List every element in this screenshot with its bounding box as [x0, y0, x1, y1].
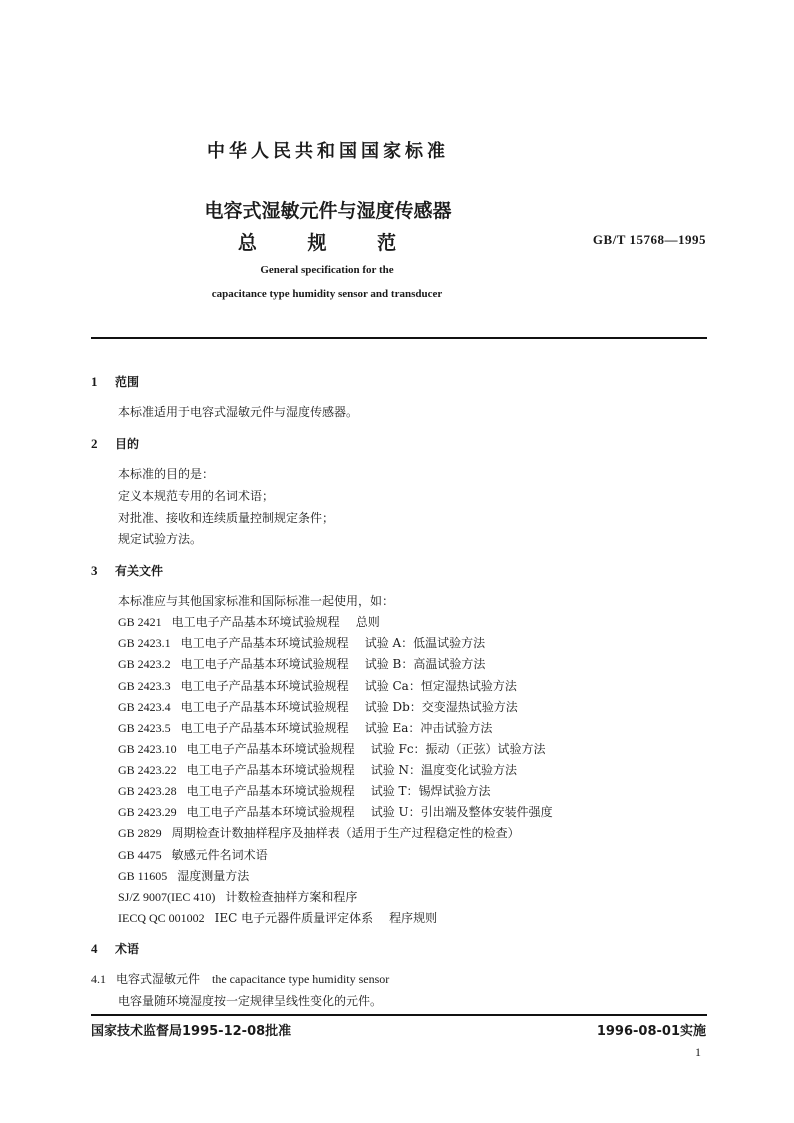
- term-english: the capacitance type humidity sensor: [212, 972, 390, 986]
- reference-code: GB 2423.22: [118, 763, 177, 777]
- section-2-line: 定义本规范专用的名词术语；: [118, 489, 275, 503]
- reference-item: [118, 803, 553, 820]
- reference-code: GB 11605: [118, 869, 168, 883]
- document-title: 电容式湿敏元件与湿度传感器: [204, 200, 452, 222]
- reference-item: [118, 677, 517, 694]
- reference-test: 试验 N：温度变化试验方法: [370, 763, 518, 777]
- reference-title: 电工电子产品基本环境试验规程: [180, 700, 349, 714]
- reference-item: [118, 867, 265, 884]
- reference-item: [118, 888, 373, 905]
- section-2-line: 对批准、接收和连续质量控制规定条件；: [118, 511, 335, 525]
- reference-code: GB 4475: [118, 848, 162, 862]
- reference-code: GB 2423.4: [118, 700, 171, 714]
- reference-test: 试验 Ca：恒定湿热试验方法: [364, 679, 517, 693]
- term-entry: [91, 970, 389, 987]
- reference-code: GB 2423.1: [118, 636, 171, 650]
- reference-title: 湿度测量方法: [177, 869, 250, 883]
- reference-code: GB 2829: [118, 826, 162, 840]
- section-number: 3: [91, 563, 98, 578]
- reference-title: 电工电子产品基本环境试验规程: [180, 636, 349, 650]
- reference-title: 电工电子产品基本环境试验规程: [171, 615, 340, 629]
- english-title-line-2: capacitance type humidity sensor and transducer: [211, 288, 443, 300]
- reference-test: 程序规则: [389, 911, 438, 925]
- reference-item: [118, 782, 491, 799]
- reference-item: [118, 719, 492, 736]
- reference-item: [118, 761, 517, 778]
- reference-title: 电工电子产品基本环境试验规程: [186, 742, 355, 756]
- section-title: 术语: [115, 942, 140, 956]
- reference-code: GB 2423.28: [118, 784, 177, 798]
- section-3-intro: 本标准应与其他国家标准和国际标准一起使用，如：: [118, 594, 395, 608]
- standard-code: GB/T 15768—1995: [592, 232, 706, 247]
- reference-item: [118, 698, 518, 715]
- header-divider: [91, 337, 707, 339]
- reference-code: SJ/Z 9007(IEC 410): [118, 890, 216, 904]
- reference-code: GB 2423.29: [118, 805, 177, 819]
- section-2-line: 规定试验方法。: [118, 532, 203, 546]
- reference-test: 试验 B：高温试验方法: [364, 657, 486, 671]
- reference-item: [118, 846, 284, 863]
- section-2-heading: [91, 435, 139, 452]
- reference-code: GB 2423.5: [118, 721, 171, 735]
- section-number: 2: [91, 436, 98, 451]
- standard-organization: 中华人民共和国国家标准: [207, 141, 449, 162]
- reference-test: 试验 Db：交变湿热试验方法: [364, 700, 518, 714]
- reference-title: 电工电子产品基本环境试验规程: [186, 763, 355, 777]
- reference-title: 敏感元件名词术语: [171, 848, 268, 862]
- reference-code: IECQ QC 001002: [118, 911, 205, 925]
- reference-test: 试验 T：锡焊试验方法: [370, 784, 491, 798]
- section-1-heading: [91, 373, 139, 390]
- reference-item: [118, 634, 485, 651]
- reference-code: GB 2423.3: [118, 679, 171, 693]
- footer-divider: [91, 1014, 707, 1016]
- reference-title: 电工电子产品基本环境试验规程: [180, 679, 349, 693]
- reference-title: 电工电子产品基本环境试验规程: [186, 784, 355, 798]
- section-title: 有关文件: [115, 564, 164, 578]
- english-title-line-1: General specification for the: [260, 264, 394, 276]
- reference-test: 试验 A：低温试验方法: [364, 636, 486, 650]
- reference-test: 试验 Ea：冲击试验方法: [364, 721, 493, 735]
- reference-item: [118, 613, 380, 630]
- implementation-date: 1996-08-01实施: [596, 1024, 706, 1039]
- reference-title: 电工电子产品基本环境试验规程: [180, 721, 349, 735]
- reference-item: [118, 655, 485, 672]
- section-4-heading: [91, 940, 139, 957]
- section-3-heading: [91, 562, 163, 579]
- term-number: 4.1: [91, 972, 106, 986]
- reference-code: GB 2423.2: [118, 657, 171, 671]
- section-2-line: 本标准的目的是：: [118, 467, 215, 481]
- reference-title: 计数检查抽样方案和程序: [225, 890, 358, 904]
- reference-test: 试验 U：引出端及整体安装件强度: [370, 805, 553, 819]
- section-number: 1: [91, 374, 98, 389]
- reference-title: IEC 电子元器件质量评定体系: [214, 911, 374, 925]
- reference-title: 电工电子产品基本环境试验规程: [180, 657, 349, 671]
- reference-test: 总则: [355, 615, 380, 629]
- section-title: 目的: [115, 437, 140, 451]
- reference-item: [118, 740, 546, 757]
- term-chinese: 电容式湿敏元件: [116, 972, 201, 986]
- approval-date: 国家技术监督局1995-12-08批准: [91, 1024, 292, 1039]
- reference-item: [118, 824, 536, 841]
- reference-test: 试验 Fc：振动（正弦）试验方法: [370, 742, 546, 756]
- document-subtitle: 总 规 范: [237, 232, 419, 254]
- reference-code: GB 2423.10: [118, 742, 177, 756]
- section-title: 范围: [115, 375, 140, 389]
- reference-title: 电工电子产品基本环境试验规程: [186, 805, 355, 819]
- term-definition: 电容量随环境湿度按一定规律呈线性变化的元件。: [118, 994, 383, 1008]
- page-number: 1: [695, 1045, 701, 1059]
- section-1-body: 本标准适用于电容式湿敏元件与湿度传感器。: [118, 405, 359, 419]
- section-number: 4: [91, 941, 98, 956]
- reference-title: 周期检查计数抽样程序及抽样表（适用于生产过程稳定性的检查）: [171, 826, 520, 840]
- reference-code: GB 2421: [118, 615, 162, 629]
- reference-item: [118, 909, 437, 926]
